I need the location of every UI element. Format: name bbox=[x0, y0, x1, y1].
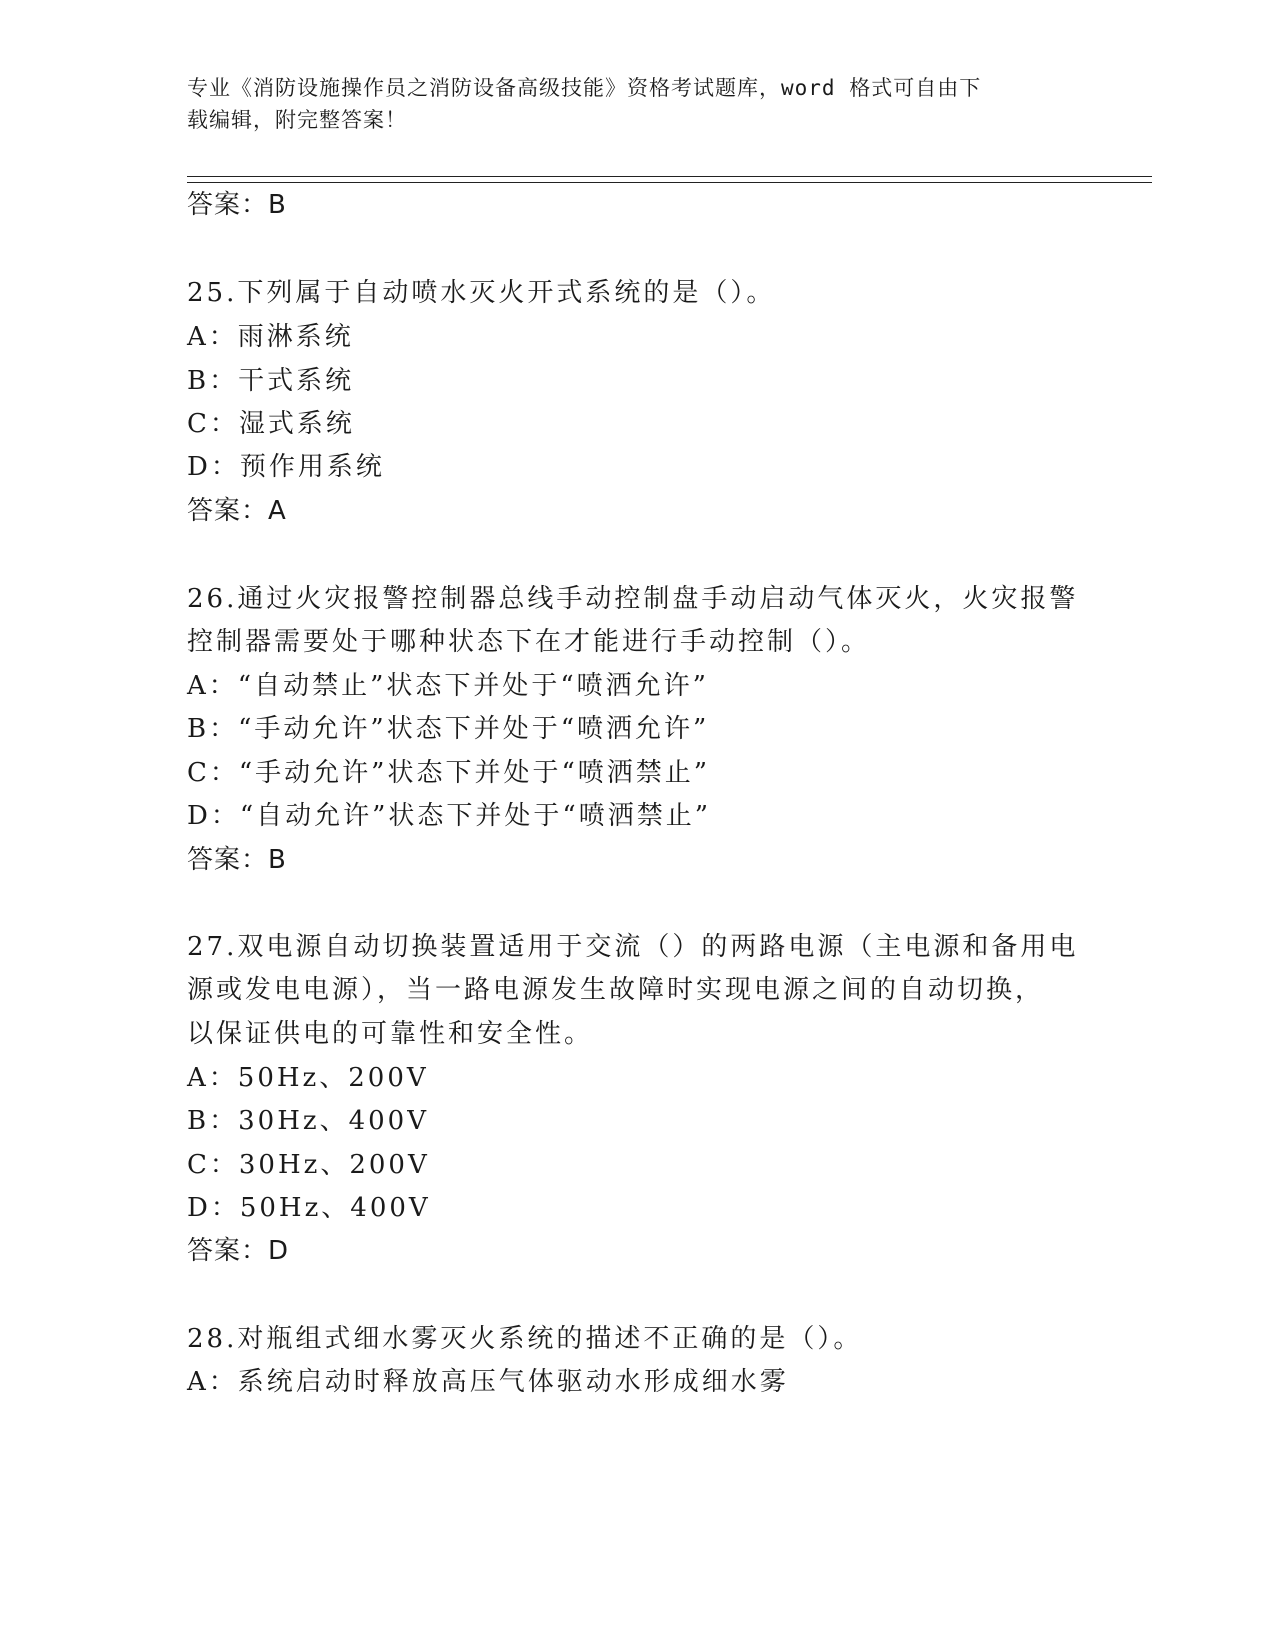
option-b: B：“手动允许”状态下并处于“喷洒允许” bbox=[187, 714, 710, 744]
question-stem: 25.下列属于自动喷水灭火开式系统的是（）。 bbox=[187, 278, 776, 308]
option-d: D：50Hz、400V bbox=[187, 1193, 431, 1223]
document-header bbox=[187, 72, 1067, 136]
option-a: A：50Hz、200V bbox=[187, 1063, 429, 1093]
header-line-2: 载编辑，附完整答案！ bbox=[187, 108, 407, 132]
answer-line: 答案：A bbox=[187, 496, 287, 526]
option-c: C：“手动允许”状态下并处于“喷洒禁止” bbox=[187, 758, 711, 788]
header-line-1: 专业《消防设施操作员之消防设备高级技能》资格考试题库，word 格式可自由下 bbox=[187, 76, 982, 100]
option-a: A：系统启动时释放高压气体驱动水形成细水雾 bbox=[187, 1367, 789, 1397]
question-stem: 27.双电源自动切换装置适用于交流（）的两路电源（主电源和备用电 bbox=[187, 932, 1079, 962]
header-divider-top bbox=[187, 176, 1152, 177]
option-c: C：湿式系统 bbox=[187, 409, 355, 439]
option-b: B：30Hz、400V bbox=[187, 1106, 429, 1136]
option-a: A：“自动禁止”状态下并处于“喷洒允许” bbox=[187, 671, 709, 701]
option-c: C：30Hz、200V bbox=[187, 1150, 430, 1180]
answer-line: 答案：D bbox=[187, 1236, 290, 1266]
question-stem: 26.通过火灾报警控制器总线手动控制盘手动启动气体灭火，火灾报警 bbox=[187, 584, 1079, 614]
option-d: D：“自动允许”状态下并处于“喷洒禁止” bbox=[187, 801, 712, 831]
answer-line: 答案：B bbox=[187, 190, 287, 220]
option-d: D：预作用系统 bbox=[187, 452, 385, 482]
question-stem-continued: 控制器需要处于哪种状态下在才能进行手动控制（）。 bbox=[187, 627, 871, 657]
question-stem-continued: 源或发电电源），当一路电源发生故障时实现电源之间的自动切换， bbox=[187, 975, 1045, 1005]
answer-line: 答案：B bbox=[187, 845, 287, 875]
question-stem-continued: 以保证供电的可靠性和安全性。 bbox=[187, 1019, 594, 1049]
option-a: A：雨淋系统 bbox=[187, 322, 354, 352]
header-divider-bottom bbox=[187, 182, 1152, 183]
option-b: B：干式系统 bbox=[187, 366, 355, 396]
question-stem: 28.对瓶组式细水雾灭火系统的描述不正确的是（）。 bbox=[187, 1324, 863, 1354]
